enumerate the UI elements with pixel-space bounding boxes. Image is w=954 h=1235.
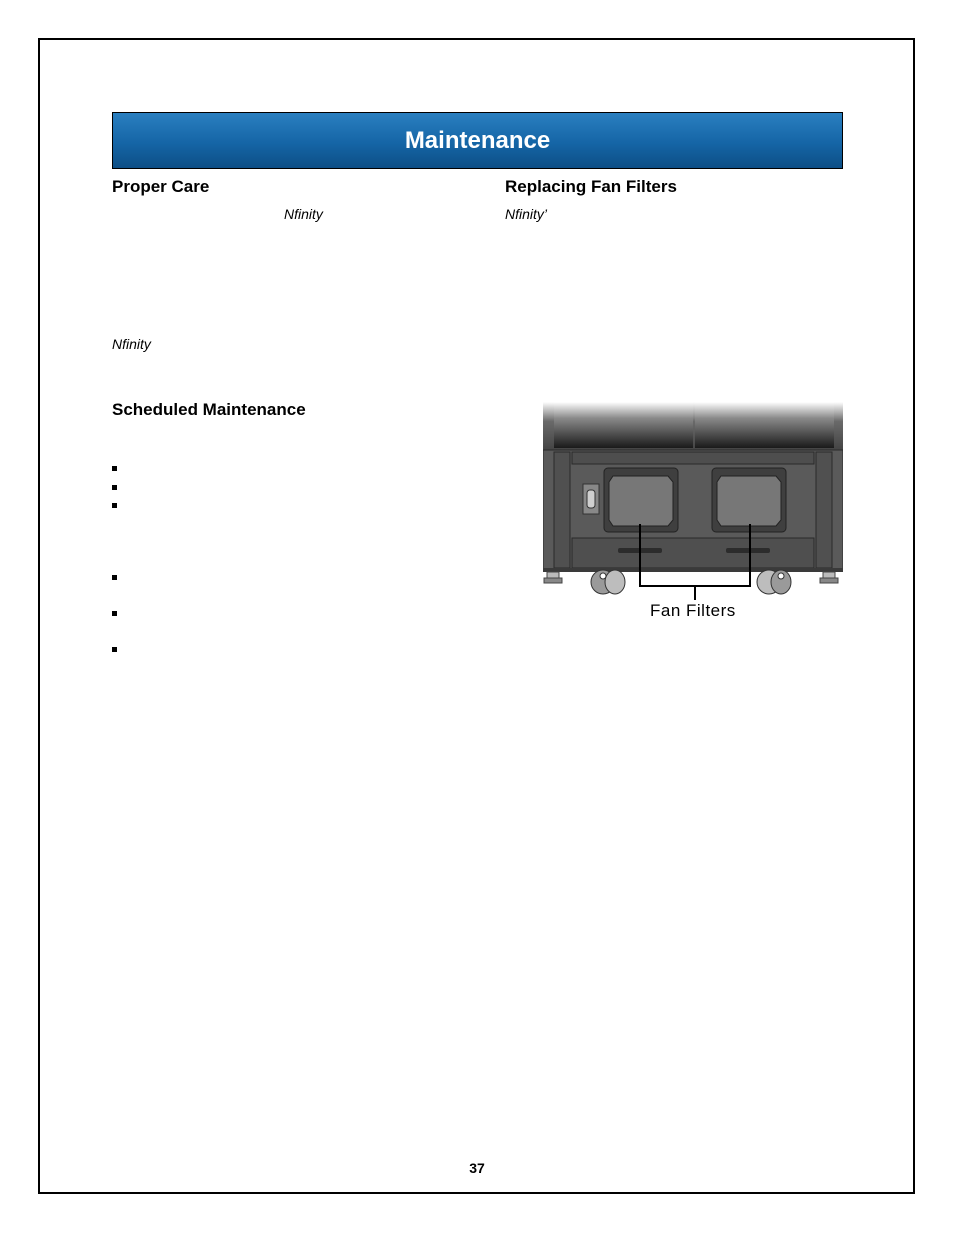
bullet-icon — [112, 485, 117, 490]
brand-word: Nfinity’ — [505, 206, 548, 222]
bullet-icon — [112, 503, 117, 508]
bullet-icon — [112, 647, 117, 652]
section-banner — [112, 112, 843, 169]
page-number: 37 — [469, 1160, 485, 1176]
bullet-icon — [112, 575, 117, 580]
brand-word: Nfinity — [112, 336, 151, 352]
bullet-icon — [112, 611, 117, 616]
scheduled-maintenance-heading: Scheduled Maintenance — [112, 400, 306, 419]
cabinet-base-illustration — [543, 402, 843, 627]
page-title: Maintenance — [404, 126, 551, 154]
figure-caption: Fan Filters — [650, 601, 736, 620]
bullet-icon — [112, 466, 117, 471]
brand-word: Nfinity — [284, 206, 323, 222]
replacing-fan-filters-heading: Replacing Fan Filters — [505, 177, 677, 196]
proper-care-heading: Proper Care — [112, 177, 210, 196]
